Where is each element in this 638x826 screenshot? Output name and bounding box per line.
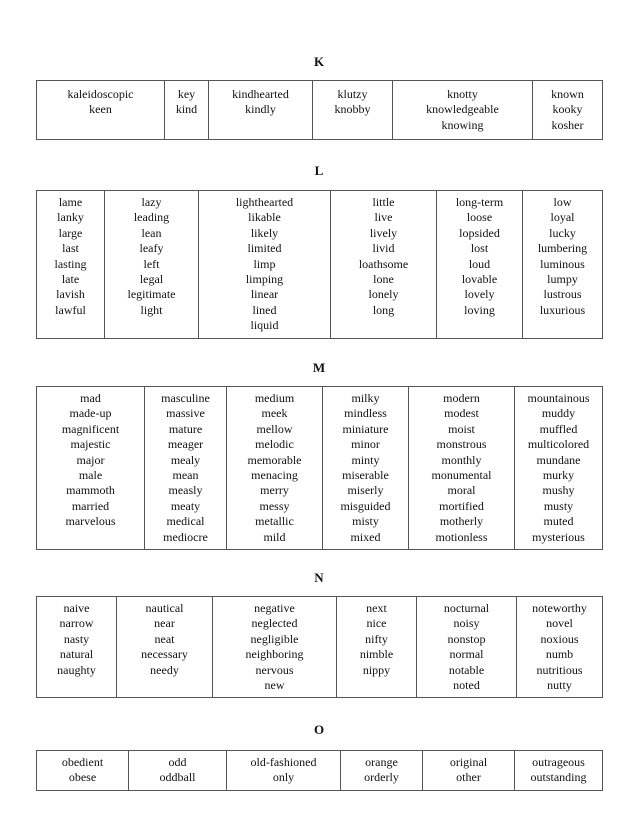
word: metallic — [255, 514, 294, 529]
word: odd — [168, 755, 187, 769]
word-column — [37, 191, 105, 339]
word: massive — [166, 406, 205, 421]
word: lasting — [54, 256, 87, 271]
word: monumental — [431, 468, 492, 483]
word: lovable — [461, 272, 498, 287]
word-column — [37, 387, 145, 550]
word: mortified — [439, 498, 484, 513]
word: major — [76, 452, 105, 467]
word: muddy — [541, 406, 576, 421]
word: next — [366, 601, 387, 615]
word-column — [515, 387, 603, 550]
word: measly — [168, 483, 203, 498]
word-table-o — [36, 750, 603, 791]
word: luminous — [540, 256, 585, 271]
word: known — [551, 87, 584, 101]
word: mature — [168, 421, 203, 436]
word: miserly — [347, 483, 384, 498]
word: lawful — [55, 302, 86, 317]
word: motionless — [435, 529, 488, 544]
word-table-m — [36, 386, 603, 550]
word: mad — [80, 391, 101, 405]
word: mushy — [542, 483, 575, 498]
word: nervous — [255, 662, 294, 677]
word: likely — [250, 225, 279, 240]
word-table-k — [36, 80, 603, 140]
word: narrow — [59, 616, 94, 631]
word: mellow — [256, 421, 293, 436]
word-column — [227, 751, 341, 791]
word: key — [177, 87, 196, 101]
word: lone — [373, 272, 394, 287]
word: neat — [154, 631, 175, 646]
word: knobby — [334, 102, 371, 117]
word: long-term — [455, 195, 504, 209]
word: modest — [444, 406, 479, 421]
word: liquid — [250, 318, 279, 333]
word: obedient — [61, 755, 104, 769]
word: merry — [260, 483, 289, 498]
word: kaleidoscopic — [67, 87, 134, 101]
word: little — [372, 195, 395, 209]
word: notable — [448, 662, 485, 677]
word: muted — [543, 514, 574, 529]
word-column — [37, 81, 165, 140]
word-column — [105, 191, 199, 339]
word: orderly — [364, 770, 399, 785]
word: neighboring — [245, 647, 304, 662]
word: nautical — [145, 601, 184, 615]
word-column — [337, 597, 417, 698]
word: last — [62, 241, 79, 256]
word: long — [372, 302, 395, 317]
word: neglected — [251, 616, 298, 631]
word: lined — [252, 302, 277, 317]
word-column — [533, 81, 603, 140]
word-table-l — [36, 190, 603, 339]
word: lighthearted — [235, 195, 294, 209]
heading-k: K — [313, 54, 325, 69]
word: misty — [352, 514, 379, 529]
word: knowing — [441, 117, 484, 132]
word: mixed — [350, 529, 381, 544]
word: murky — [542, 468, 575, 483]
word: minty — [351, 452, 380, 467]
word-row — [37, 81, 603, 140]
word: memorable — [247, 452, 302, 467]
word: lustrous — [543, 287, 582, 302]
word: musty — [543, 498, 574, 513]
word: likable — [248, 210, 281, 225]
word: magnificent — [61, 421, 120, 436]
word: mundane — [536, 452, 581, 467]
word: lean — [141, 225, 162, 240]
word: leading — [133, 210, 170, 225]
word: legal — [139, 272, 164, 287]
word: near — [154, 616, 175, 631]
word-column — [323, 387, 409, 550]
word: kindhearted — [232, 87, 289, 101]
word-row — [37, 751, 603, 791]
word-column — [523, 191, 603, 339]
word: meager — [167, 437, 204, 452]
word: mountainous — [527, 391, 590, 405]
word-column — [213, 597, 337, 698]
word-column — [423, 751, 515, 791]
word-column — [129, 751, 227, 791]
word: mindless — [344, 406, 387, 421]
word: nippy — [362, 662, 391, 677]
word: keen — [89, 102, 112, 117]
word: lazy — [141, 195, 162, 209]
word: novel — [546, 616, 573, 631]
word: naughty — [57, 662, 96, 677]
word: marvelous — [65, 514, 116, 529]
word: naive — [63, 601, 90, 615]
word: lanky — [57, 210, 84, 225]
word: obese — [68, 770, 97, 785]
word: melodic — [255, 437, 294, 452]
word: negligible — [250, 631, 299, 646]
word-column — [517, 597, 603, 698]
word: only — [272, 770, 295, 785]
word: livid — [372, 241, 395, 256]
word: old-fashioned — [250, 755, 317, 769]
word: other — [456, 770, 481, 785]
word: late — [61, 272, 80, 287]
word: monthly — [441, 452, 482, 467]
word-column — [331, 191, 437, 339]
word: monstrous — [436, 437, 487, 452]
word-row — [37, 387, 603, 550]
word-column — [199, 191, 331, 339]
word: miserable — [342, 468, 389, 483]
heading-n: N — [314, 570, 324, 585]
word: messy — [259, 498, 290, 513]
word-column — [409, 387, 515, 550]
word: moral — [447, 483, 476, 498]
word: legitimate — [127, 287, 176, 302]
word: mammoth — [66, 483, 115, 498]
word: loud — [468, 256, 491, 271]
word-column — [145, 387, 227, 550]
word-column — [313, 81, 393, 140]
word: low — [553, 195, 572, 209]
word-row — [37, 597, 603, 698]
word: left — [143, 256, 160, 271]
word: new — [264, 678, 285, 693]
word: leafy — [139, 241, 164, 256]
word: lovely — [464, 287, 495, 302]
word-column — [209, 81, 313, 140]
word-column — [417, 597, 517, 698]
word-column — [117, 597, 213, 698]
word: lavish — [56, 287, 85, 302]
word: made-up — [69, 406, 112, 421]
word: medical — [166, 514, 205, 529]
word: loyal — [550, 210, 575, 225]
heading-m: M — [312, 360, 326, 375]
word: lucky — [549, 225, 576, 240]
word: mealy — [170, 452, 201, 467]
word: nonstop — [447, 631, 486, 646]
word: lopsided — [459, 225, 500, 240]
word: limited — [247, 241, 282, 256]
word: majestic — [70, 437, 111, 452]
word: original — [449, 755, 488, 769]
word: needy — [150, 662, 179, 677]
word: kosher — [551, 117, 584, 132]
word: nutritious — [536, 662, 583, 677]
word: mysterious — [532, 529, 585, 544]
word: modern — [443, 391, 480, 405]
word: meaty — [170, 498, 201, 513]
word-column — [165, 81, 209, 140]
word: loose — [466, 210, 493, 225]
word: multicolored — [527, 437, 590, 452]
word: kindly — [245, 102, 276, 117]
word-column — [37, 597, 117, 698]
word: mild — [263, 529, 286, 544]
word: lame — [58, 195, 83, 209]
word: outrageous — [532, 755, 585, 769]
word: nasty — [63, 631, 90, 646]
word: nocturnal — [443, 601, 490, 615]
word: nifty — [365, 631, 388, 646]
word: necessary — [141, 647, 188, 662]
word: lonely — [368, 287, 399, 302]
word: noteworthy — [532, 601, 587, 615]
word: natural — [59, 647, 94, 662]
word: noted — [453, 678, 480, 693]
word: normal — [449, 647, 484, 662]
word: muffled — [539, 421, 578, 436]
word: noxious — [540, 631, 579, 646]
word-column — [37, 751, 129, 791]
word: oddball — [159, 770, 196, 785]
word: menacing — [251, 468, 298, 483]
word: lively — [369, 225, 398, 240]
word: mediocre — [163, 529, 208, 544]
word: nimble — [359, 647, 394, 662]
word-row — [37, 191, 603, 339]
word-table-n — [36, 596, 603, 698]
word: orange — [365, 755, 398, 769]
word: meek — [261, 406, 288, 421]
word: large — [58, 225, 83, 240]
word-column — [341, 751, 423, 791]
word: knotty — [447, 87, 478, 101]
word: klutzy — [337, 87, 368, 101]
word: limp — [253, 256, 276, 271]
word: kind — [175, 102, 198, 117]
word: nutty — [547, 678, 572, 693]
word: noisy — [453, 616, 480, 631]
word: mean — [172, 468, 199, 483]
word: misguided — [340, 498, 391, 513]
word: lumbering — [537, 241, 588, 256]
word-column — [393, 81, 533, 140]
word: knowledgeable — [426, 102, 499, 117]
word: moist — [448, 421, 475, 436]
word: lumpy — [547, 272, 578, 287]
word: loving — [464, 302, 495, 317]
heading-l: L — [314, 163, 324, 178]
word: miniature — [342, 421, 389, 436]
word: motherly — [439, 514, 484, 529]
word: outstanding — [530, 770, 587, 785]
word-column — [437, 191, 523, 339]
word-column — [227, 387, 323, 550]
word: minor — [351, 437, 380, 452]
word: linear — [250, 287, 279, 302]
word: medium — [254, 391, 295, 405]
word: light — [140, 302, 163, 317]
word: loathsome — [358, 256, 409, 271]
word: nice — [366, 616, 387, 631]
word-column — [515, 751, 603, 791]
word: negative — [254, 601, 295, 615]
word: male — [78, 468, 103, 483]
word: lost — [470, 241, 489, 256]
word: kooky — [552, 102, 583, 117]
word: live — [374, 210, 393, 225]
heading-o: O — [313, 722, 325, 737]
word: married — [71, 498, 110, 513]
word: masculine — [161, 391, 210, 405]
word: milky — [351, 391, 380, 405]
word: numb — [545, 647, 574, 662]
word: limping — [245, 272, 284, 287]
word: luxurious — [539, 302, 586, 317]
